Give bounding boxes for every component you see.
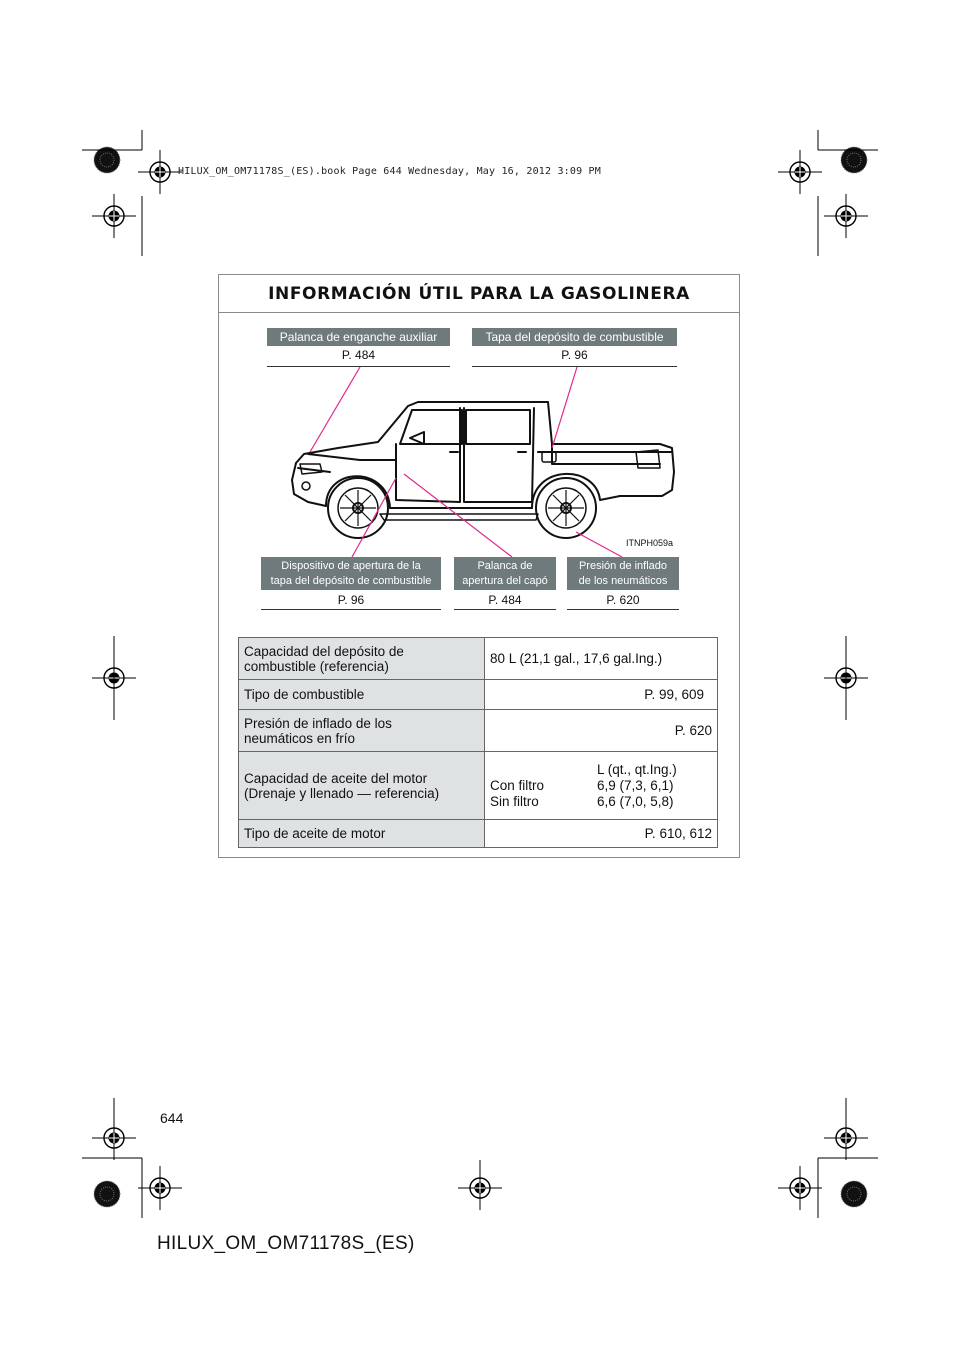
with-filter-label: Con filtro (490, 777, 545, 793)
callout-fuel-door-opener-line2: tapa del depósito de combustible (270, 574, 432, 587)
oil-capacity-grid (490, 762, 712, 810)
row-label: Presión de inflado de los neumáticos en frío (239, 710, 485, 752)
book-header-line: HILUX_OM_OM71178S_(ES).book Page 644 Wednesday, May 16, 2012 3:09 PM (178, 166, 601, 177)
table-row (239, 680, 718, 710)
table-row (239, 820, 718, 848)
callout-auxiliary-catch-lever-page: P. 484 (341, 348, 376, 362)
callout-fuel-tank-cap: Tapa del depósito de combustible (472, 328, 677, 346)
table-row (239, 710, 718, 752)
callout-hood-release-line1: Palanca de (477, 559, 533, 572)
without-filter-label: Sin filtro (490, 793, 539, 809)
row-value: 80 L (21,1 gal., 17,6 gal.Ing.) (485, 638, 718, 680)
row-label: Capacidad de aceite del motor (Drenaje y llenado — referencia) (239, 752, 485, 820)
callout-tire-inflation-pressure (567, 557, 679, 590)
row-value: P. 620 (485, 710, 718, 752)
row-label: Capacidad del depósito de combustible (referencia) (239, 638, 485, 680)
without-filter-value: 6,6 (7,0, 5,8) (597, 793, 674, 809)
callout-hood-lock-release-lever (454, 557, 556, 590)
callout-tire-pressure-line2: de los neumáticos (578, 574, 668, 587)
callout-underline (261, 609, 441, 610)
callout-underline (567, 609, 679, 610)
callout-underline (454, 609, 556, 610)
row-value (485, 752, 718, 820)
table-row (239, 638, 718, 680)
callout-fuel-door-opener-page: P. 96 (337, 593, 365, 607)
callout-fuel-door-opener-line1: Dispositivo de apertura de la (281, 559, 421, 572)
callout-fuel-door-opener (261, 557, 441, 590)
leader-lines (0, 0, 960, 640)
with-filter-value: 6,9 (7,3, 6,1) (597, 777, 674, 793)
illustration-code: ITNPH059a (626, 538, 674, 548)
row-label: Tipo de combustible (239, 680, 485, 710)
callout-auxiliary-catch-lever: Palanca de enganche auxiliar (267, 328, 450, 346)
callout-hood-release-page: P. 484 (488, 593, 522, 607)
panel-title: INFORMACIÓN ÚTIL PARA LA GASOLINERA (219, 276, 739, 313)
page-number: 644 (160, 1110, 184, 1126)
callout-fuel-tank-cap-page: P. 96 (561, 348, 588, 362)
callout-tire-pressure-line1: Presión de inflado (578, 559, 668, 572)
fuel-info-table (238, 637, 718, 848)
callout-hood-release-line2: apertura del capó (462, 574, 548, 587)
table-row (239, 752, 718, 820)
oil-unit: L (qt., qt.Ing.) (597, 761, 677, 777)
row-value: P. 99, 609 (485, 680, 718, 710)
document-footer: HILUX_OM_OM71178S_(ES) (157, 1233, 415, 1254)
row-value: P. 610, 612 (485, 820, 718, 848)
callout-tire-pressure-page: P. 620 (606, 593, 640, 607)
row-label: Tipo de aceite de motor (239, 820, 485, 848)
